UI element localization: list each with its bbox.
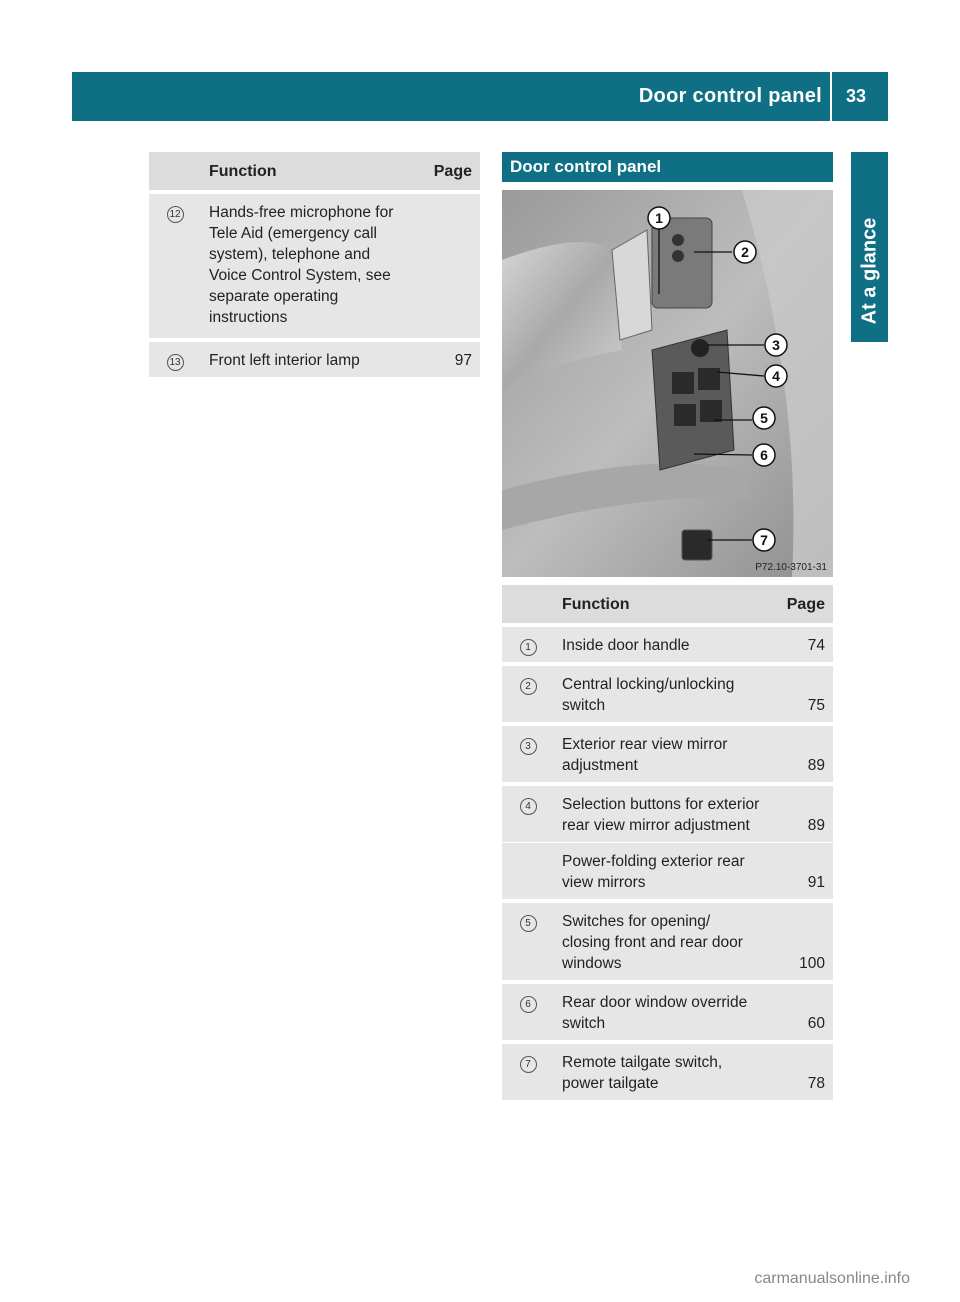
window-switch-shape [698,368,720,390]
circled-number: 4 [520,798,537,815]
row-function: Exterior rear view mirror adjustment [554,722,769,782]
row-number-cell [502,722,554,782]
row-page: 100 [769,899,833,980]
table-row [502,899,833,980]
row-function: Rear door window override switch [554,980,769,1040]
table-row [502,842,833,899]
callout-2: 2 [741,244,749,260]
circled-number: 7 [520,1056,537,1073]
row-number-cell [502,782,554,842]
row-number-cell [502,623,554,662]
circled-number: 5 [520,915,537,932]
row-function: Inside door handle [554,623,769,662]
row-page: 74 [769,623,833,662]
circled-number: 2 [520,678,537,695]
callout-7: 7 [760,532,768,548]
tailgate-switch-shape [682,530,712,560]
row-function: Remote tailgate switch, power tailgate [554,1040,769,1100]
row-function: Front left interior lamp [201,338,416,377]
window-switch-shape [672,372,694,394]
header-page: Page [416,152,480,190]
row-number-cell [502,662,554,722]
header-page: Page [769,585,833,623]
side-tab-label: At a glance [858,217,880,325]
header-blank [502,585,554,623]
table-row [502,722,833,782]
row-page: 89 [769,722,833,782]
lock-button-shape [672,234,684,246]
callout-6: 6 [760,447,768,463]
window-switch-shape [674,404,696,426]
unlock-button-shape [672,250,684,262]
row-function: Power-folding exterior rear view mirrors [554,842,769,899]
callout-4: 4 [772,368,780,384]
row-function: Selection buttons for exterior rear view mirror adjustment [554,782,769,842]
table-row [502,623,833,662]
row-page: 60 [769,980,833,1040]
row-number-cell [149,190,201,338]
circled-number: 13 [167,354,184,371]
row-number-cell [502,1040,554,1100]
row-page: 97 [416,338,480,377]
header-divider [830,72,832,121]
table-header-row [502,585,833,623]
table-header-row [149,152,480,190]
circled-number: 3 [520,738,537,755]
row-number-cell [502,980,554,1040]
row-page [416,190,480,338]
header-title: Door control panel [638,85,822,107]
table-row [502,1040,833,1100]
row-function: Central locking/unlocking switch [554,662,769,722]
header-blank [149,152,201,190]
side-tab-label-box [851,201,888,341]
row-function: Switches for opening/ closing front and rear door windows [554,899,769,980]
callout-5: 5 [760,410,768,426]
table-row [502,782,833,842]
page-header [72,72,888,121]
table-row [149,338,480,377]
footer-watermark: carmanualsonline.info [754,1270,910,1287]
mirror-joystick-shape [691,339,709,357]
right-function-table [502,585,833,1100]
table-row [502,980,833,1040]
row-page: 89 [769,782,833,842]
row-number-cell [149,338,201,377]
row-number-cell [502,899,554,980]
page-number: 33 [845,86,866,106]
left-function-table [149,152,480,377]
door-panel-illustration [502,190,833,577]
circled-number: 12 [167,206,184,223]
header-function: Function [201,152,416,190]
header-function: Function [554,585,769,623]
row-number-cell [502,842,554,899]
circled-number: 6 [520,996,537,1013]
row-page: 78 [769,1040,833,1100]
callout-1: 1 [655,210,663,226]
row-page: 91 [769,842,833,899]
window-switch-shape [700,400,722,422]
handle-recess [652,218,712,308]
circled-number: 1 [520,639,537,656]
callout-3: 3 [772,337,780,353]
table-row [502,662,833,722]
row-function: Hands-free microphone for Tele Aid (emergency call system), telephone and Voice Control System, see separate operating instructions [201,190,416,338]
row-page: 75 [769,662,833,722]
table-row [149,190,480,338]
illustration-code: P72.10-3701-31 [755,562,827,573]
section-title: Door control panel [502,152,833,182]
